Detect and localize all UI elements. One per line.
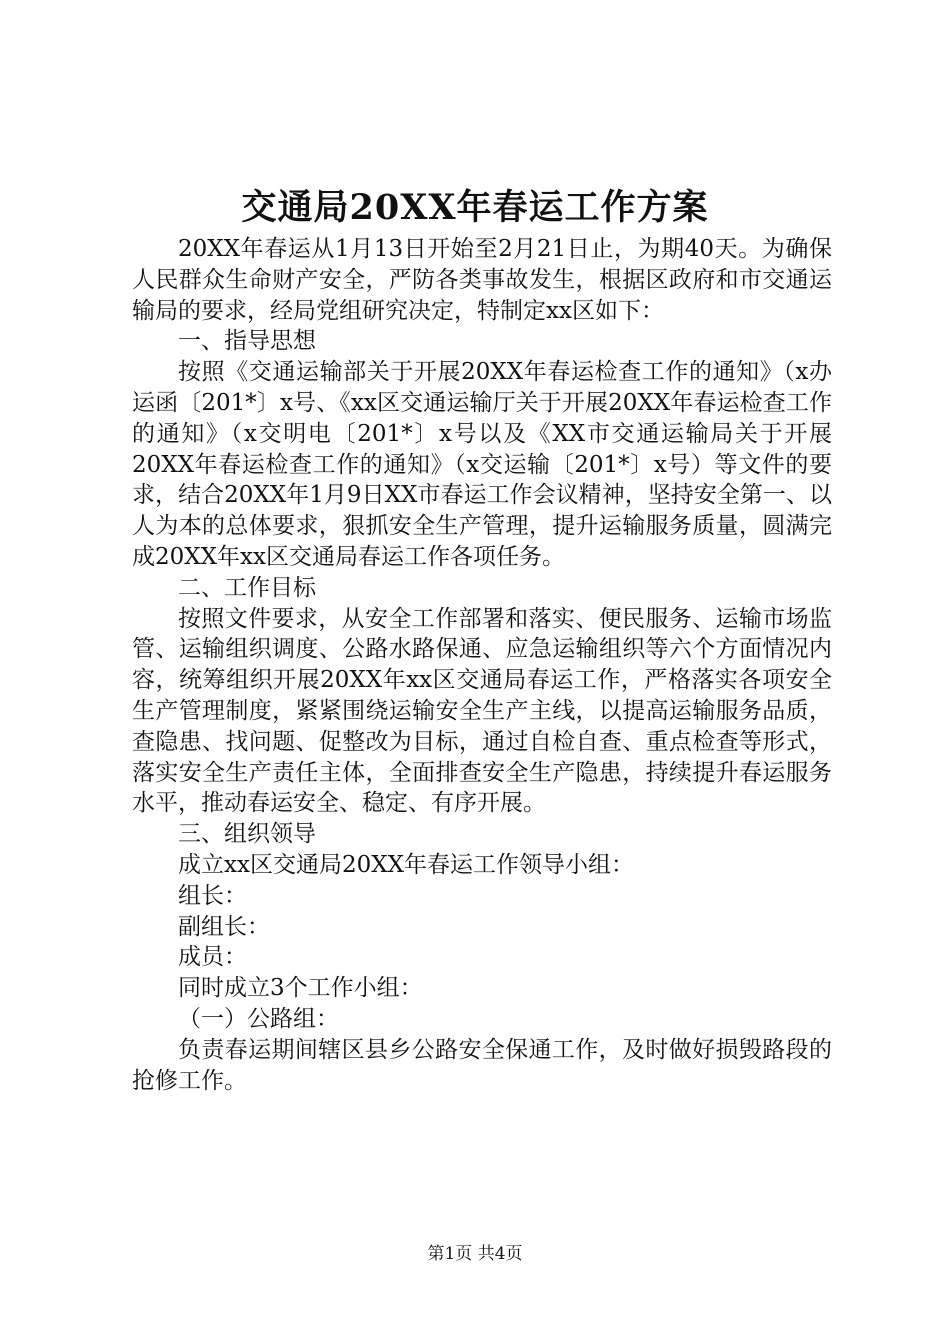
- page-number-footer: 第1页 共4页: [427, 1244, 523, 1264]
- paragraph-members: 成员：: [178, 944, 247, 971]
- paragraph-work-groups: 同时成立3个工作小组：: [178, 975, 423, 1002]
- section-heading-2: 二、工作目标: [178, 574, 316, 601]
- document-body: [132, 234, 832, 1096]
- section-heading-3: 三、组织领导: [178, 821, 316, 848]
- paragraph-road-group-duty: 负责春运期间辖区县乡公路安全保通工作，及时做好损毁路段的抢修工作。: [132, 1036, 832, 1094]
- paragraph-road-group: （一）公路组：: [178, 1005, 339, 1032]
- paragraph-intro: 20XX年春运从1月13日开始至2月21日止，为期40天。为确保人民群众生命财产安全，严防各类事故发生，根据区政府和市交通运输局的要求，经局党组研究决定，特制定xx区如下：: [132, 236, 832, 324]
- paragraph-work-goal: 按照文件要求，从安全工作部署和落实、便民服务、运输市场监管、运输组织调度、公路水路保通、应急运输组织等六个方面情况内容，统筹组织开展20XX年xx区交通局春运工作，严格落实各项安全生产管理制度，紧紧围绕运输安全生产主线，以提高运输服务品质，查隐患、找问题、促整改为目标，通过自检自查、重点检查等形式，落实安全生产责任主体，全面排查安全生产隐患，持续提升春运服务水平，推动春运安全、稳定、有序开展。: [132, 605, 832, 817]
- paragraph-leading-group: 成立xx区交通局20XX年春运工作领导小组：: [178, 851, 634, 878]
- paragraph-group-leader: 组长：: [178, 882, 247, 909]
- document-title: 交通局20XX年春运工作方案: [241, 187, 709, 228]
- paragraph-guiding-thought: 按照《交通运输部关于开展20XX年春运检查工作的通知》（x办运函〔201*〕x号、《xx区交通运输厅关于开展20XX年春运检查工作的通知》（x交明电〔201*〕x号以及《XX市交通运输局关于开展20XX年春运检查工作的通知》（x交运输〔201*〕x号）等文件的要求，结合20XX年1月9日XX市春运工作会议精神，坚持安全第一、以人为本的总体要求，狠抓安全生产管理，提升运输服务质量，圆满完成20XX年xx区交通局春运工作各项任务。: [132, 359, 832, 570]
- section-heading-1: 一、指导思想: [178, 328, 316, 355]
- paragraph-deputy-leader: 副组长：: [178, 913, 270, 940]
